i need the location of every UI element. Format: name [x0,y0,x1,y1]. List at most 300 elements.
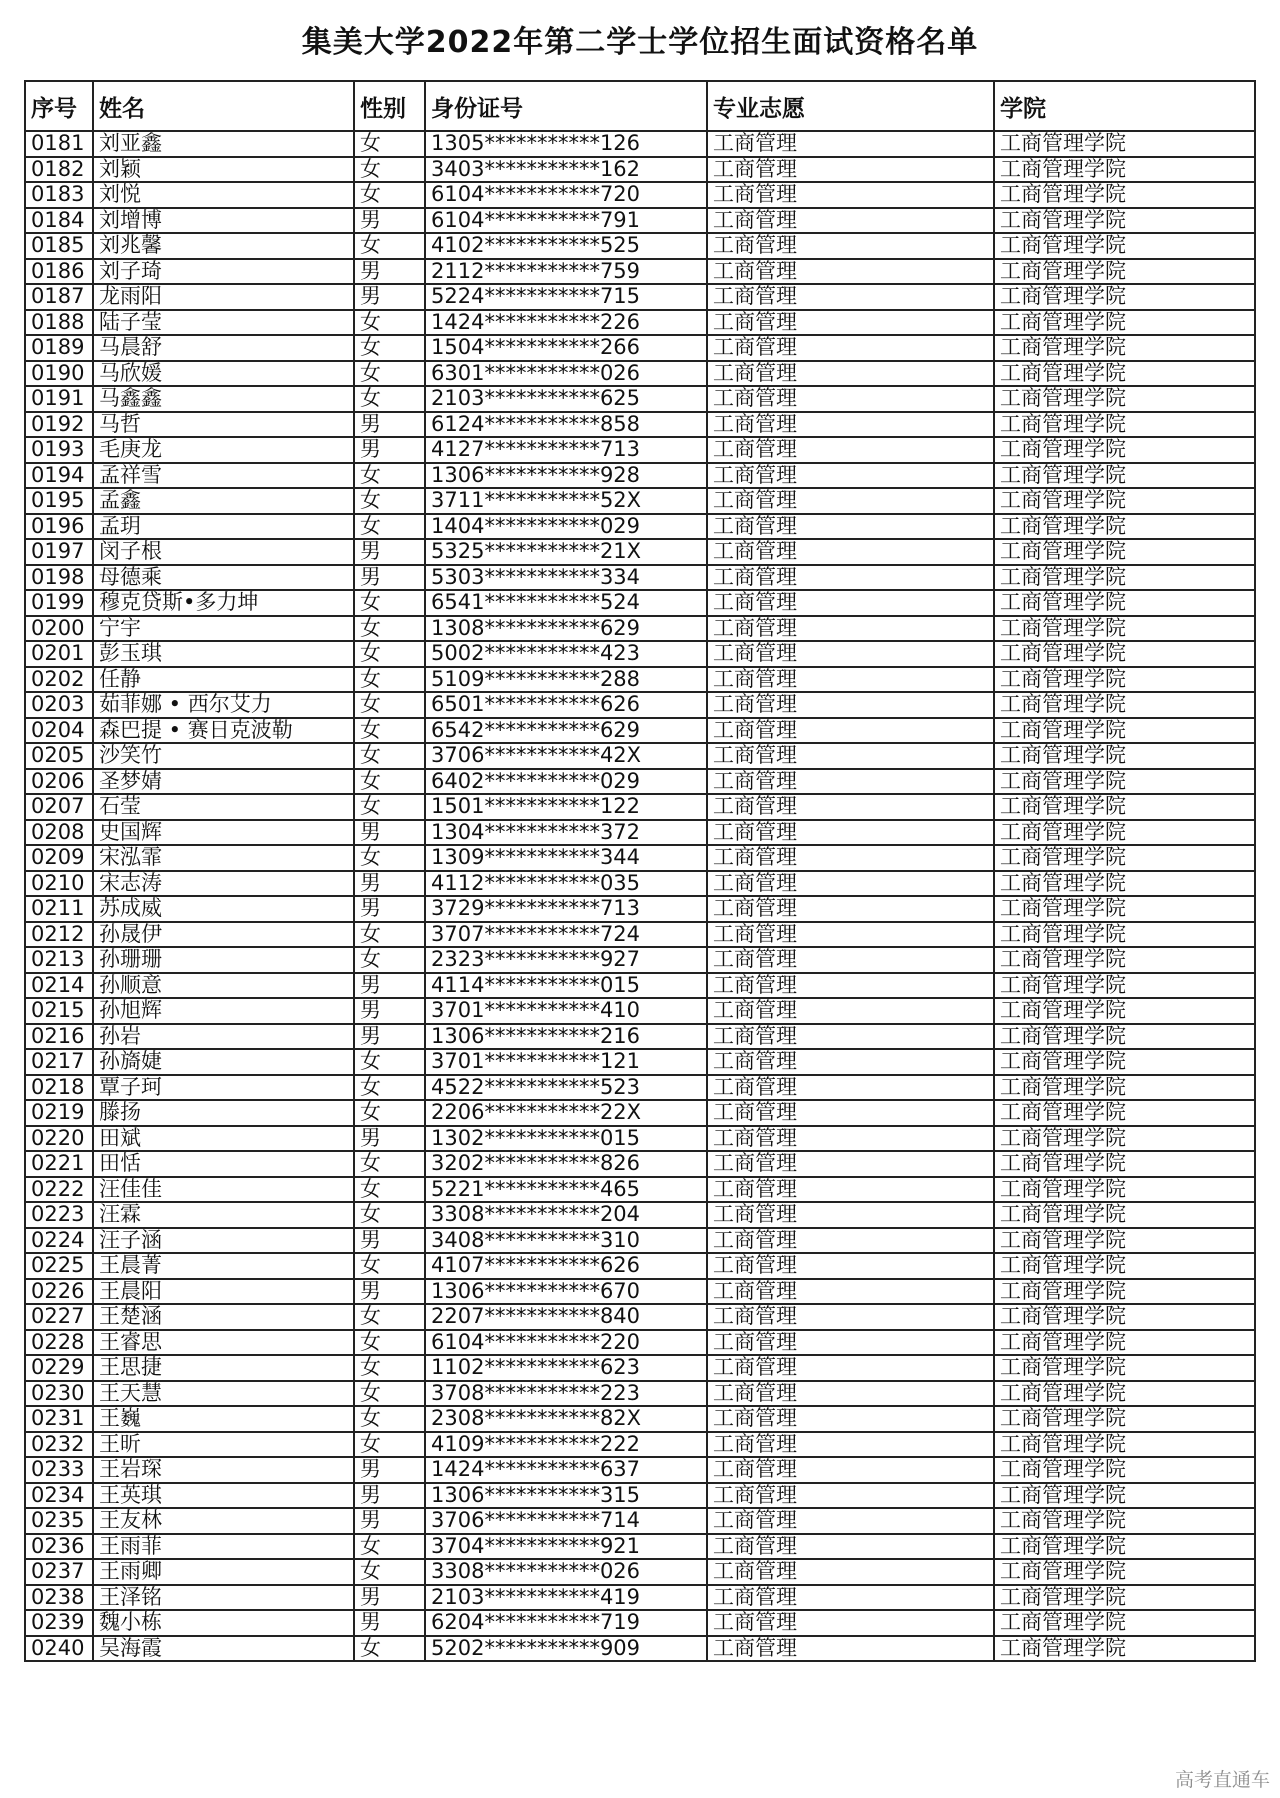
table-row [25,1559,1255,1585]
cell-college: 工商管理学院 [994,1100,1255,1126]
cell-id-number: 4127***********713 [425,437,707,463]
cell-seq: 0224 [25,1228,93,1254]
cell-major: 工商管理 [707,1279,994,1305]
cell-college: 工商管理学院 [994,284,1255,310]
cell-college: 工商管理学院 [994,1610,1255,1636]
cell-name: 王睿思 [93,1330,354,1356]
cell-id-number: 1404***********029 [425,514,707,540]
cell-id-number: 3707***********724 [425,922,707,948]
cell-college: 工商管理学院 [994,539,1255,565]
table-row [25,1406,1255,1432]
cell-college: 工商管理学院 [994,947,1255,973]
cell-id-number: 2308***********82X [425,1406,707,1432]
cell-name: 刘子琦 [93,259,354,285]
cell-seq: 0230 [25,1381,93,1407]
table-row [25,743,1255,769]
cell-college: 工商管理学院 [994,131,1255,157]
table-row [25,259,1255,285]
table-row [25,871,1255,897]
cell-gender: 女 [354,769,425,795]
cell-gender: 女 [354,947,425,973]
cell-gender: 男 [354,896,425,922]
cell-id-number: 4112***********035 [425,871,707,897]
cell-college: 工商管理学院 [994,1636,1255,1662]
cell-gender: 男 [354,208,425,234]
cell-college: 工商管理学院 [994,1381,1255,1407]
cell-id-number: 5325***********21X [425,539,707,565]
cell-major: 工商管理 [707,1151,994,1177]
cell-major: 工商管理 [707,1381,994,1407]
cell-name: 田恬 [93,1151,354,1177]
cell-id-number: 5109***********288 [425,667,707,693]
cell-gender: 女 [354,157,425,183]
cell-major: 工商管理 [707,1100,994,1126]
cell-major: 工商管理 [707,743,994,769]
cell-seq: 0192 [25,412,93,438]
cell-college: 工商管理学院 [994,1330,1255,1356]
cell-college: 工商管理学院 [994,157,1255,183]
cell-id-number: 1309***********344 [425,845,707,871]
table-row [25,1177,1255,1203]
cell-id-number: 6104***********220 [425,1330,707,1356]
cell-college: 工商管理学院 [994,1432,1255,1458]
cell-name: 王雨菲 [93,1534,354,1560]
cell-gender: 女 [354,1355,425,1381]
table-row [25,1304,1255,1330]
cell-gender: 女 [354,1151,425,1177]
cell-college: 工商管理学院 [994,1483,1255,1509]
cell-id-number: 6104***********791 [425,208,707,234]
cell-name: 王思捷 [93,1355,354,1381]
table-row [25,233,1255,259]
cell-id-number: 6402***********029 [425,769,707,795]
cell-gender: 女 [354,1406,425,1432]
cell-major: 工商管理 [707,692,994,718]
cell-name: 王友林 [93,1508,354,1534]
cell-gender: 男 [354,284,425,310]
cell-id-number: 3403***********162 [425,157,707,183]
table-row [25,1432,1255,1458]
cell-seq: 0195 [25,488,93,514]
table-row [25,998,1255,1024]
table-row [25,1100,1255,1126]
table-row [25,820,1255,846]
cell-name: 魏小栋 [93,1610,354,1636]
cell-name: 苏成威 [93,896,354,922]
table-body [25,131,1255,1661]
cell-gender: 女 [354,463,425,489]
cell-id-number: 5224***********715 [425,284,707,310]
cell-seq: 0182 [25,157,93,183]
table-row [25,1534,1255,1560]
cell-major: 工商管理 [707,182,994,208]
cell-gender: 女 [354,641,425,667]
table-row [25,284,1255,310]
table-row [25,1508,1255,1534]
cell-name: 孙旭辉 [93,998,354,1024]
cell-gender: 女 [354,1432,425,1458]
cell-id-number: 1306***********928 [425,463,707,489]
cell-gender: 女 [354,1381,425,1407]
cell-name: 史国辉 [93,820,354,846]
cell-seq: 0218 [25,1075,93,1101]
table-row [25,463,1255,489]
cell-name: 穆克贷斯•多力坤 [93,590,354,616]
cell-name: 孙珊珊 [93,947,354,973]
cell-id-number: 1306***********216 [425,1024,707,1050]
cell-seq: 0231 [25,1406,93,1432]
cell-college: 工商管理学院 [994,871,1255,897]
cell-gender: 男 [354,1483,425,1509]
cell-seq: 0198 [25,565,93,591]
cell-college: 工商管理学院 [994,412,1255,438]
cell-id-number: 4114***********015 [425,973,707,999]
cell-college: 工商管理学院 [994,896,1255,922]
cell-id-number: 3701***********121 [425,1049,707,1075]
cell-gender: 男 [354,1610,425,1636]
cell-gender: 男 [354,259,425,285]
cell-name: 沙笑竹 [93,743,354,769]
cell-major: 工商管理 [707,1202,994,1228]
cell-major: 工商管理 [707,1559,994,1585]
cell-major: 工商管理 [707,947,994,973]
cell-seq: 0181 [25,131,93,157]
cell-id-number: 6124***********858 [425,412,707,438]
cell-gender: 男 [354,1228,425,1254]
table-row [25,539,1255,565]
cell-id-number: 1424***********637 [425,1457,707,1483]
table-row [25,692,1255,718]
header-id-number: 身份证号 [425,81,707,131]
cell-id-number: 3729***********713 [425,896,707,922]
cell-id-number: 1302***********015 [425,1126,707,1152]
cell-major: 工商管理 [707,1585,994,1611]
cell-id-number: 1424***********226 [425,310,707,336]
cell-name: 茹菲娜 • 西尔艾力 [93,692,354,718]
cell-name: 母德乘 [93,565,354,591]
cell-name: 宋志涛 [93,871,354,897]
cell-seq: 0237 [25,1559,93,1585]
cell-seq: 0207 [25,794,93,820]
cell-major: 工商管理 [707,820,994,846]
cell-seq: 0199 [25,590,93,616]
cell-gender: 女 [354,922,425,948]
cell-name: 王天慧 [93,1381,354,1407]
table-row [25,1151,1255,1177]
table-row [25,1610,1255,1636]
cell-seq: 0239 [25,1610,93,1636]
cell-name: 宁宇 [93,616,354,642]
cell-major: 工商管理 [707,871,994,897]
cell-seq: 0185 [25,233,93,259]
cell-id-number: 1306***********315 [425,1483,707,1509]
header-seq: 序号 [25,81,93,131]
table-row [25,310,1255,336]
cell-seq: 0188 [25,310,93,336]
cell-gender: 女 [354,488,425,514]
table-row [25,1330,1255,1356]
cell-name: 石莹 [93,794,354,820]
cell-seq: 0232 [25,1432,93,1458]
cell-seq: 0212 [25,922,93,948]
cell-major: 工商管理 [707,1253,994,1279]
cell-major: 工商管理 [707,1610,994,1636]
cell-college: 工商管理学院 [994,1279,1255,1305]
cell-seq: 0221 [25,1151,93,1177]
cell-seq: 0183 [25,182,93,208]
cell-gender: 男 [354,1126,425,1152]
cell-major: 工商管理 [707,1049,994,1075]
cell-gender: 男 [354,412,425,438]
cell-major: 工商管理 [707,233,994,259]
cell-college: 工商管理学院 [994,565,1255,591]
cell-id-number: 6104***********720 [425,182,707,208]
table-row [25,1585,1255,1611]
table-row [25,641,1255,667]
cell-gender: 男 [354,1457,425,1483]
header-name: 姓名 [93,81,354,131]
table-row [25,845,1255,871]
cell-gender: 男 [354,565,425,591]
cell-seq: 0236 [25,1534,93,1560]
cell-id-number: 3706***********714 [425,1508,707,1534]
cell-college: 工商管理学院 [994,769,1255,795]
cell-major: 工商管理 [707,1406,994,1432]
cell-major: 工商管理 [707,769,994,795]
cell-major: 工商管理 [707,412,994,438]
cell-college: 工商管理学院 [994,1355,1255,1381]
cell-major: 工商管理 [707,514,994,540]
cell-gender: 男 [354,998,425,1024]
cell-seq: 0238 [25,1585,93,1611]
cell-gender: 女 [354,667,425,693]
cell-college: 工商管理学院 [994,1406,1255,1432]
cell-major: 工商管理 [707,896,994,922]
cell-id-number: 3708***********223 [425,1381,707,1407]
cell-college: 工商管理学院 [994,1024,1255,1050]
cell-gender: 女 [354,310,425,336]
cell-major: 工商管理 [707,1126,994,1152]
table-row [25,922,1255,948]
cell-college: 工商管理学院 [994,463,1255,489]
cell-id-number: 5002***********423 [425,641,707,667]
cell-college: 工商管理学院 [994,182,1255,208]
cell-gender: 女 [354,386,425,412]
cell-id-number: 6541***********524 [425,590,707,616]
cell-college: 工商管理学院 [994,259,1255,285]
cell-gender: 女 [354,1636,425,1662]
cell-college: 工商管理学院 [994,1253,1255,1279]
cell-seq: 0240 [25,1636,93,1662]
cell-name: 森巴提 • 赛日克波勒 [93,718,354,744]
cell-gender: 女 [354,1100,425,1126]
table-header-row [25,81,1255,131]
cell-college: 工商管理学院 [994,1126,1255,1152]
cell-major: 工商管理 [707,284,994,310]
cell-name: 王楚涵 [93,1304,354,1330]
cell-college: 工商管理学院 [994,667,1255,693]
cell-id-number: 3408***********310 [425,1228,707,1254]
cell-id-number: 6301***********026 [425,361,707,387]
cell-seq: 0227 [25,1304,93,1330]
cell-id-number: 3706***********42X [425,743,707,769]
table-row [25,1228,1255,1254]
cell-id-number: 2103***********625 [425,386,707,412]
cell-major: 工商管理 [707,1330,994,1356]
cell-major: 工商管理 [707,488,994,514]
cell-id-number: 2206***********22X [425,1100,707,1126]
table-row [25,335,1255,361]
cell-major: 工商管理 [707,1534,994,1560]
cell-seq: 0222 [25,1177,93,1203]
cell-college: 工商管理学院 [994,1559,1255,1585]
table-row [25,947,1255,973]
cell-college: 工商管理学院 [994,973,1255,999]
cell-id-number: 4102***********525 [425,233,707,259]
cell-seq: 0234 [25,1483,93,1509]
cell-major: 工商管理 [707,463,994,489]
cell-gender: 女 [354,361,425,387]
table-row [25,590,1255,616]
cell-gender: 女 [354,233,425,259]
cell-name: 刘亚鑫 [93,131,354,157]
table-row [25,1483,1255,1509]
table-row [25,361,1255,387]
table-row [25,514,1255,540]
cell-major: 工商管理 [707,208,994,234]
cell-gender: 男 [354,1024,425,1050]
cell-major: 工商管理 [707,335,994,361]
cell-seq: 0190 [25,361,93,387]
cell-seq: 0191 [25,386,93,412]
cell-name: 覃子珂 [93,1075,354,1101]
cell-id-number: 2112***********759 [425,259,707,285]
cell-name: 马晨舒 [93,335,354,361]
cell-major: 工商管理 [707,616,994,642]
cell-seq: 0200 [25,616,93,642]
cell-major: 工商管理 [707,794,994,820]
cell-gender: 女 [354,1202,425,1228]
cell-college: 工商管理学院 [994,1534,1255,1560]
cell-college: 工商管理学院 [994,361,1255,387]
cell-name: 王雨卿 [93,1559,354,1585]
cell-name: 刘颖 [93,157,354,183]
table-row [25,896,1255,922]
table-row [25,208,1255,234]
cell-name: 彭玉琪 [93,641,354,667]
cell-gender: 女 [354,1330,425,1356]
cell-seq: 0204 [25,718,93,744]
cell-seq: 0184 [25,208,93,234]
cell-major: 工商管理 [707,998,994,1024]
document-title: 集美大学2022年第二学士学位招生面试资格名单 [301,25,979,60]
cell-major: 工商管理 [707,1508,994,1534]
table-row [25,488,1255,514]
cell-college: 工商管理学院 [994,641,1255,667]
cell-seq: 0189 [25,335,93,361]
cell-name: 刘增博 [93,208,354,234]
table-row [25,182,1255,208]
cell-gender: 女 [354,1253,425,1279]
cell-seq: 0196 [25,514,93,540]
cell-college: 工商管理学院 [994,1304,1255,1330]
cell-major: 工商管理 [707,1177,994,1203]
cell-seq: 0217 [25,1049,93,1075]
cell-major: 工商管理 [707,1636,994,1662]
table-row [25,718,1255,744]
cell-seq: 0194 [25,463,93,489]
cell-gender: 女 [354,1304,425,1330]
cell-name: 陆子莹 [93,310,354,336]
cell-seq: 0228 [25,1330,93,1356]
cell-seq: 0203 [25,692,93,718]
cell-id-number: 4109***********222 [425,1432,707,1458]
cell-id-number: 3308***********026 [425,1559,707,1585]
cell-name: 孟鑫 [93,488,354,514]
cell-major: 工商管理 [707,157,994,183]
table-row [25,1636,1255,1662]
cell-seq: 0219 [25,1100,93,1126]
table-row [25,1457,1255,1483]
cell-gender: 男 [354,539,425,565]
cell-id-number: 1304***********372 [425,820,707,846]
cell-gender: 女 [354,131,425,157]
cell-college: 工商管理学院 [994,998,1255,1024]
cell-seq: 0205 [25,743,93,769]
cell-name: 孙岩 [93,1024,354,1050]
cell-gender: 女 [354,692,425,718]
cell-gender: 男 [354,437,425,463]
cell-name: 汪霖 [93,1202,354,1228]
cell-name: 刘悦 [93,182,354,208]
table-row [25,386,1255,412]
cell-id-number: 1308***********629 [425,616,707,642]
cell-name: 王泽铭 [93,1585,354,1611]
cell-gender: 男 [354,1508,425,1534]
cell-college: 工商管理学院 [994,1202,1255,1228]
cell-name: 王巍 [93,1406,354,1432]
cell-gender: 女 [354,794,425,820]
cell-id-number: 2103***********419 [425,1585,707,1611]
cell-name: 汪佳佳 [93,1177,354,1203]
cell-gender: 女 [354,718,425,744]
cell-seq: 0187 [25,284,93,310]
cell-college: 工商管理学院 [994,1177,1255,1203]
table-row [25,1355,1255,1381]
cell-name: 任静 [93,667,354,693]
cell-major: 工商管理 [707,973,994,999]
cell-college: 工商管理学院 [994,794,1255,820]
cell-gender: 女 [354,590,425,616]
cell-college: 工商管理学院 [994,208,1255,234]
cell-seq: 0197 [25,539,93,565]
cell-id-number: 2207***********840 [425,1304,707,1330]
cell-name: 王晨阳 [93,1279,354,1305]
cell-gender: 男 [354,1585,425,1611]
cell-seq: 0235 [25,1508,93,1534]
cell-name: 滕扬 [93,1100,354,1126]
cell-seq: 0216 [25,1024,93,1050]
cell-id-number: 1306***********670 [425,1279,707,1305]
cell-gender: 男 [354,820,425,846]
table-row [25,565,1255,591]
cell-name: 马欣媛 [93,361,354,387]
cell-gender: 男 [354,1279,425,1305]
table-row [25,131,1255,157]
cell-seq: 0186 [25,259,93,285]
cell-major: 工商管理 [707,386,994,412]
cell-major: 工商管理 [707,1304,994,1330]
